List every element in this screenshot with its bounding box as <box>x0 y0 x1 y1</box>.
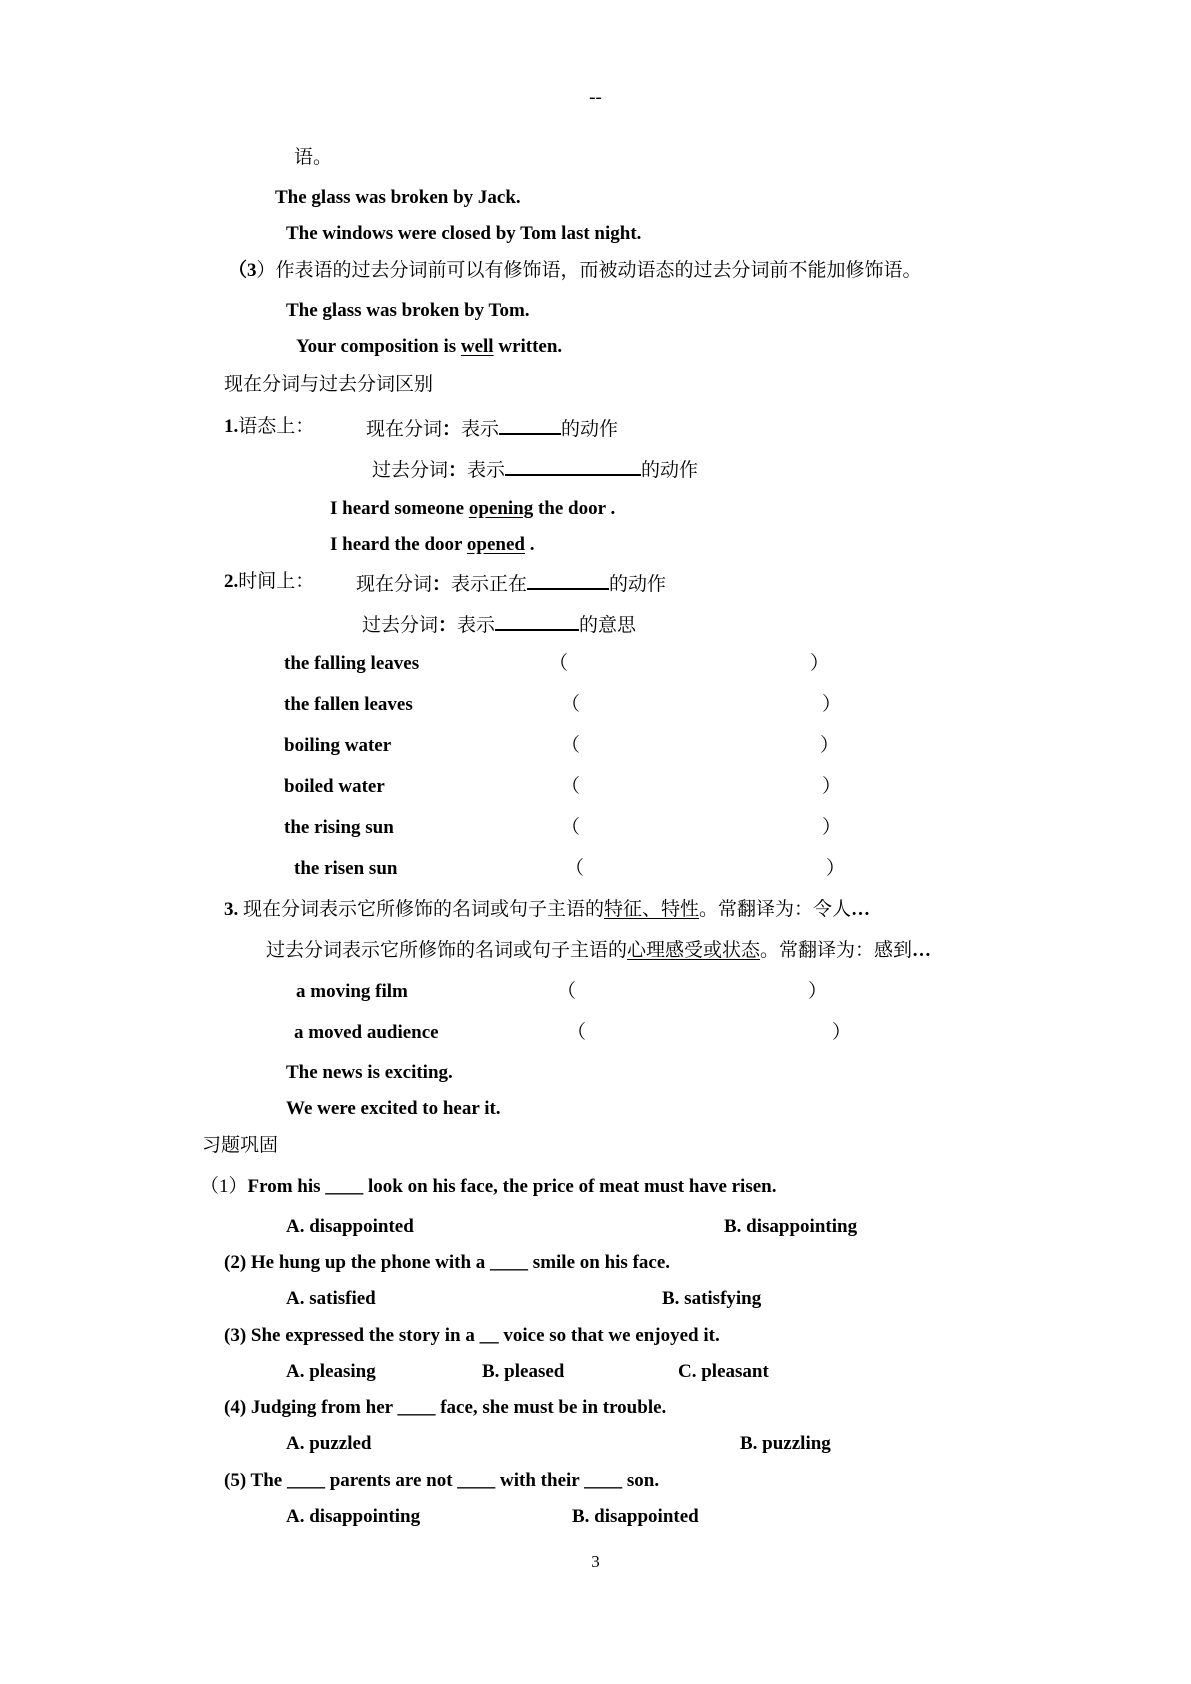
open-paren: （ <box>561 694 581 715</box>
close-paren: ） <box>822 817 842 838</box>
question-5: (5) The ____ parents are not ____ with their ____ son. <box>224 1470 660 1491</box>
option-a: A. pleasing <box>286 1361 376 1382</box>
option-b: B. disappointed <box>572 1506 699 1527</box>
separator: ： <box>432 574 452 595</box>
open-paren: （ <box>567 1022 587 1043</box>
example-sentence: The windows were closed by Tom last night. <box>286 223 642 244</box>
question-1 <box>200 1175 776 1199</box>
open-paren: （ <box>561 776 581 797</box>
example-sentence <box>330 497 615 521</box>
point-number: 1. <box>224 416 239 437</box>
example-sentence <box>330 533 534 557</box>
underlined-word: opened <box>466 534 525 555</box>
example-sentence: The glass was broken by Tom. <box>286 300 530 321</box>
option-b: B. pleased <box>482 1361 565 1382</box>
term-label: 过去分词 <box>362 615 439 636</box>
open-paren: （ <box>565 858 585 879</box>
time-present-line <box>356 570 666 597</box>
separator: ： <box>448 460 468 481</box>
definition-text: 的动作 <box>561 419 619 440</box>
ellipsis: … <box>851 899 871 920</box>
exercises-title: 习题巩固 <box>202 1135 279 1156</box>
close-paren: ） <box>820 735 840 756</box>
open-paren: （ <box>557 981 577 1002</box>
question-4: (4) Judging from her ____ face, she must be in trouble. <box>224 1397 667 1418</box>
rule-number: （3 <box>228 260 257 281</box>
example-sentence: We were excited to hear it. <box>286 1098 501 1119</box>
continued-text: 语。 <box>294 147 333 168</box>
question-3: (3) She expressed the story in a __ voice so that we enjoyed it. <box>224 1325 720 1346</box>
sentence-part: I heard the door <box>330 534 467 555</box>
voice-past-line <box>372 456 698 483</box>
sentence-part: written. <box>493 336 563 357</box>
example-sentence: The glass was broken by Jack. <box>275 187 521 208</box>
definition-text: 的意思 <box>579 615 637 636</box>
voice-heading <box>224 415 314 439</box>
underlined-term: 特征、特性 <box>604 899 700 920</box>
ellipsis: … <box>912 940 932 961</box>
fill-blank <box>499 415 561 435</box>
point-number: 3. <box>224 899 239 920</box>
open-paren: （ <box>561 817 581 838</box>
open-paren: （ <box>549 653 569 674</box>
option-a: A. puzzled <box>286 1433 372 1454</box>
separator: ： <box>438 615 458 636</box>
close-paren: ） <box>810 653 830 674</box>
phrase-item: a moving film <box>296 981 408 1002</box>
phrase-item: boiled water <box>284 776 385 797</box>
section-title: 现在分词与过去分词区别 <box>224 374 434 395</box>
definition-text: 的动作 <box>609 574 667 595</box>
point-3-line-2 <box>266 939 931 963</box>
fill-blank <box>527 570 609 590</box>
term-label: 现在分词 <box>356 574 433 595</box>
voice-present-line <box>366 415 618 442</box>
definition-text: 表示 <box>467 460 506 481</box>
open-paren: （ <box>561 735 581 756</box>
option-c: C. pleasant <box>678 1361 769 1382</box>
time-heading <box>224 570 314 594</box>
question-text: From his ____ look on his face, the price of meat must have risen. <box>247 1176 777 1197</box>
header-mark: -- <box>589 87 602 108</box>
page-number: 3 <box>591 1552 600 1571</box>
point-label: 时间上： <box>238 571 315 592</box>
rule-text: ）作表语的过去分词前可以有修饰语，而被动语态的过去分词前不能加修饰语。 <box>256 260 922 281</box>
time-past-line <box>362 611 636 638</box>
question-2: (2) He hung up the phone with a ____ smile on his face. <box>224 1252 671 1273</box>
term-label: 过去分词 <box>372 460 449 481</box>
example-sentence: The news is exciting. <box>286 1062 453 1083</box>
point-text: 过去分词表示它所修饰的名词或句子主语的 <box>266 940 628 961</box>
close-paren: ） <box>822 776 842 797</box>
option-b: B. puzzling <box>740 1433 831 1454</box>
question-number: （1） <box>200 1176 248 1197</box>
phrase-item: a moved audience <box>294 1022 439 1043</box>
sentence-part: Your composition is <box>296 336 461 357</box>
sentence-part: I heard someone <box>330 498 469 519</box>
option-b: B. satisfying <box>662 1288 762 1309</box>
point-label: 语态上： <box>238 416 315 437</box>
definition-text: 的动作 <box>641 460 699 481</box>
option-a: A. disappointed <box>286 1216 414 1237</box>
term-label: 现在分词 <box>366 419 443 440</box>
underlined-term: 心理感受或状态 <box>627 940 761 961</box>
close-paren: ） <box>822 694 842 715</box>
point-number: 2. <box>224 571 239 592</box>
sentence-part: . <box>524 534 535 555</box>
phrase-item: the rising sun <box>284 817 394 838</box>
underlined-word: well <box>460 336 494 357</box>
option-b: B. disappointing <box>724 1216 858 1237</box>
phrase-item: boiling water <box>284 735 392 756</box>
rule-3 <box>228 259 922 283</box>
close-paren: ） <box>808 981 828 1002</box>
phrase-item: the fallen leaves <box>284 694 413 715</box>
point-text: 现在分词表示它所修饰的名词或句子主语的 <box>238 899 605 920</box>
close-paren: ） <box>826 858 846 879</box>
phrase-item: the risen sun <box>294 858 398 879</box>
definition-text: 表示 <box>461 419 500 440</box>
definition-text: 表示 <box>457 615 496 636</box>
phrase-item: the falling leaves <box>284 653 420 674</box>
option-a: A. disappointing <box>286 1506 421 1527</box>
point-3-line-1 <box>224 898 870 922</box>
fill-blank <box>505 456 641 476</box>
close-paren: ） <box>832 1022 852 1043</box>
underlined-word: opening <box>468 498 534 519</box>
fill-blank <box>495 611 579 631</box>
option-a: A. satisfied <box>286 1288 376 1309</box>
point-text: 。常翻译为：感到 <box>760 940 913 961</box>
example-sentence <box>296 335 562 359</box>
separator: ： <box>442 419 462 440</box>
sentence-part: the door . <box>533 498 616 519</box>
definition-text: 表示正在 <box>451 574 528 595</box>
point-text: 。常翻译为：令人 <box>699 899 852 920</box>
